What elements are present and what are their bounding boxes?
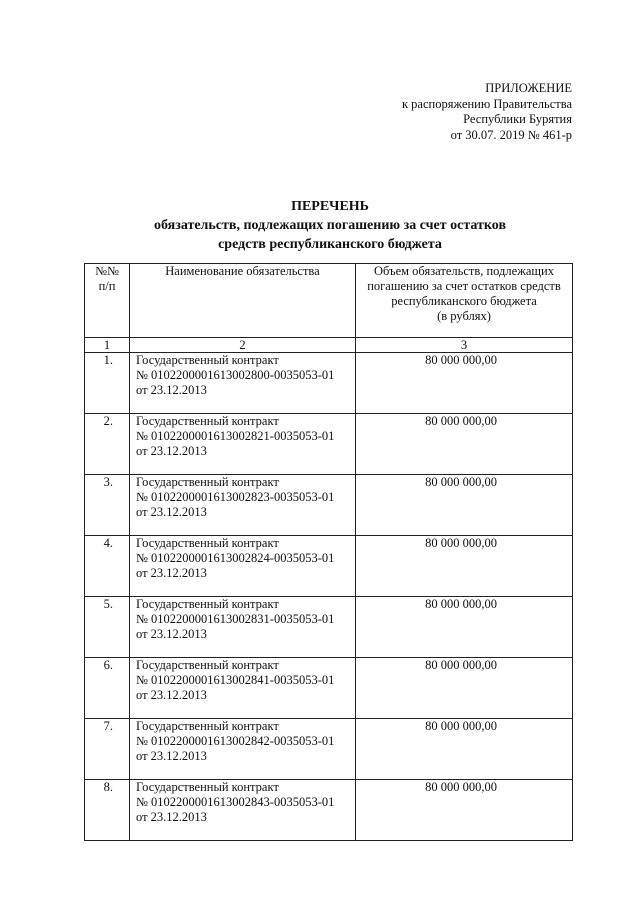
- title-subtitle-line2: средств республиканского бюджета: [218, 237, 442, 252]
- obligation-name-line: Государственный контракт: [136, 353, 279, 367]
- obligation-amount: 80 000 000,00: [356, 658, 573, 719]
- obligation-amount: 80 000 000,00: [356, 719, 573, 780]
- header-obligation-volume: Объем обязательств, подлежащих погашению за счет остатков средств республиканского бюджета (в рублях): [356, 264, 573, 338]
- obligation-name-line: № 0102200001613002800-0035053-01: [136, 368, 335, 382]
- table-header-row: [85, 264, 573, 338]
- column-index-row: [85, 338, 573, 353]
- obligation-name: [130, 414, 356, 475]
- obligation-name-line: от 23.12.2013: [136, 383, 207, 397]
- obligation-name: [130, 353, 356, 414]
- obligation-name-line: № 0102200001613002821-0035053-01: [136, 429, 335, 443]
- table-row: [85, 536, 573, 597]
- obligation-amount: 80 000 000,00: [356, 475, 573, 536]
- obligation-name-line: Государственный контракт: [136, 719, 279, 733]
- table-row: [85, 475, 573, 536]
- table-row: [85, 414, 573, 475]
- row-number: 8.: [85, 780, 130, 841]
- row-number: 6.: [85, 658, 130, 719]
- obligation-amount: 80 000 000,00: [356, 536, 573, 597]
- obligation-name-line: № 0102200001613002831-0035053-01: [136, 612, 335, 626]
- obligation-name-line: от 23.12.2013: [136, 505, 207, 519]
- column-index: 2: [130, 338, 356, 353]
- appendix-title: ПРИЛОЖЕНИЕ: [485, 81, 572, 95]
- table-row: [85, 780, 573, 841]
- obligation-name-line: от 23.12.2013: [136, 566, 207, 580]
- obligations-table: [84, 263, 573, 841]
- obligation-amount: 80 000 000,00: [356, 414, 573, 475]
- obligation-name-line: Государственный контракт: [136, 780, 279, 794]
- obligation-name-line: № 0102200001613002842-0035053-01: [136, 734, 335, 748]
- column-index: 1: [85, 338, 130, 353]
- obligation-name: [130, 597, 356, 658]
- obligation-name-line: Государственный контракт: [136, 597, 279, 611]
- obligation-amount: 80 000 000,00: [356, 780, 573, 841]
- obligation-name: [130, 536, 356, 597]
- appendix-authority: Республики Бурятия: [463, 112, 572, 126]
- obligation-name-line: от 23.12.2013: [136, 444, 207, 458]
- obligation-name: [130, 719, 356, 780]
- title-subtitle-line1: обязательств, подлежащих погашению за счет остатков: [153, 218, 507, 233]
- table-row: [85, 597, 573, 658]
- obligation-name-line: Государственный контракт: [136, 475, 279, 489]
- table-row: [85, 658, 573, 719]
- obligation-name-line: № 0102200001613002843-0035053-01: [136, 795, 335, 809]
- column-index: 3: [356, 338, 573, 353]
- obligation-name-line: от 23.12.2013: [136, 810, 207, 824]
- row-number: 2.: [85, 414, 130, 475]
- appendix-date-number: от 30.07. 2019 № 461-р: [450, 127, 572, 142]
- document-title: [0, 197, 640, 254]
- appendix-reference: к распоряжению Правительства: [401, 96, 572, 111]
- row-number: 7.: [85, 719, 130, 780]
- title-main: ПЕРЕЧЕНЬ: [291, 199, 369, 214]
- obligation-name-line: № 0102200001613002824-0035053-01: [136, 551, 335, 565]
- obligation-name: [130, 475, 356, 536]
- row-number: 3.: [85, 475, 130, 536]
- obligation-name-line: от 23.12.2013: [136, 688, 207, 702]
- obligation-name-line: № 0102200001613002841-0035053-01: [136, 673, 335, 687]
- obligation-name: [130, 780, 356, 841]
- obligation-amount: 80 000 000,00: [356, 597, 573, 658]
- obligation-name: [130, 658, 356, 719]
- table-row: [85, 353, 573, 414]
- obligation-name-line: Государственный контракт: [136, 414, 279, 428]
- appendix-block: [402, 81, 572, 143]
- obligation-name-line: от 23.12.2013: [136, 749, 207, 763]
- header-obligation-name: Наименование обязательства: [130, 264, 356, 338]
- obligation-name-line: Государственный контракт: [136, 658, 279, 672]
- table-row: [85, 719, 573, 780]
- obligation-name-line: № 0102200001613002823-0035053-01: [136, 490, 335, 504]
- obligation-name-line: от 23.12.2013: [136, 627, 207, 641]
- obligation-amount: 80 000 000,00: [356, 353, 573, 414]
- row-number: 5.: [85, 597, 130, 658]
- row-number: 1.: [85, 353, 130, 414]
- header-number: №№ п/п: [85, 264, 130, 338]
- row-number: 4.: [85, 536, 130, 597]
- obligation-name-line: Государственный контракт: [136, 536, 279, 550]
